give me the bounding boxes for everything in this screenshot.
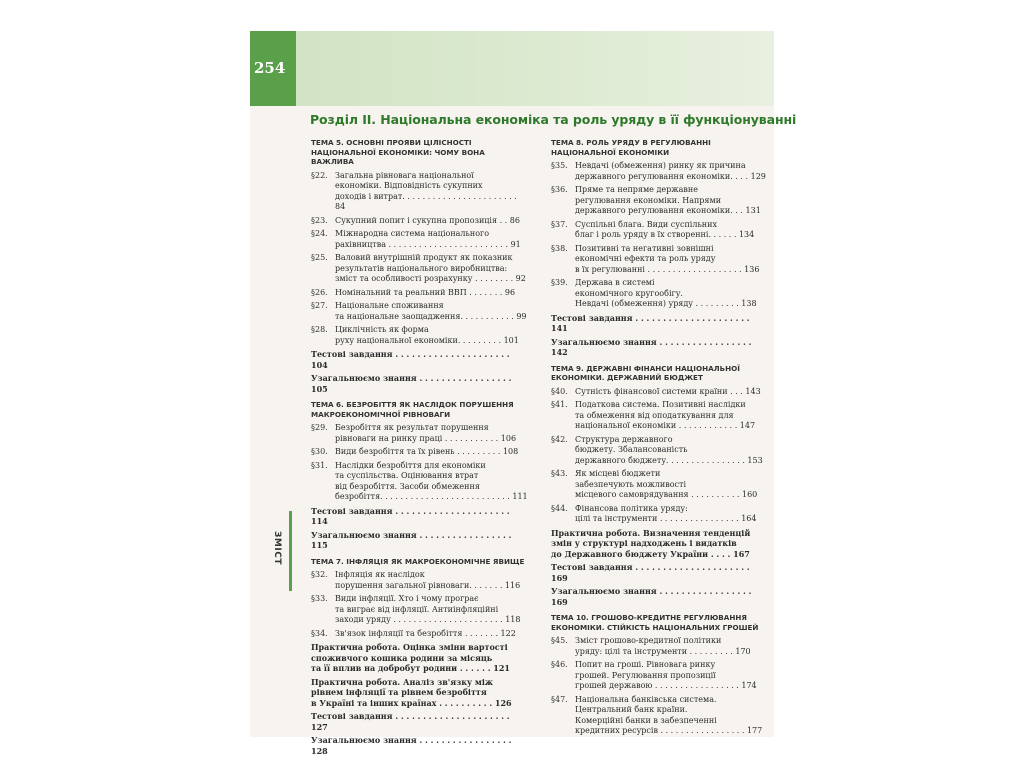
topic-title: ТЕМА 10. ГРОШОВО-КРЕДИТНЕ РЕГУЛЮВАННЯ ЕКОНОМІКИ. СТІЙКІСТЬ НАЦІОНАЛЬНИХ ГРОШЕЙ [551, 613, 759, 632]
toc-entry-text: Національне споживання та національне заощадження. . . . . . . . . . . 99 [335, 301, 527, 321]
toc-entry-text: Структура державного бюджету. Збалансованість державного бюджету. . . . . . . . . . . . . . . . 153 [575, 434, 763, 465]
toc-topic [551, 364, 769, 608]
toc-entry[interactable] [551, 660, 769, 692]
toc-entry-text: Як місцеві бюджети забезпечують можливості місцевого самоврядування . . . . . . . . . . 160 [575, 469, 758, 499]
toc-entry-number: §35. [551, 161, 568, 170]
toc-entry[interactable] [311, 423, 529, 444]
topic-title: ТЕМА 6. БЕЗРОБІТТЯ ЯК НАСЛІДОК ПОРУШЕННЯ МАКРОЕКОНОМІЧНОЇ РІВНОВАГИ [311, 400, 514, 419]
toc-entry-text: Сукупний попит і сукупна пропозиція . . 86 [335, 215, 520, 225]
toc-topic [311, 557, 529, 757]
toc-entry-number: §40. [551, 386, 568, 396]
toc-entry[interactable] [551, 161, 769, 182]
toc-entry[interactable] [311, 216, 529, 227]
toc-entry[interactable] [311, 677, 529, 709]
toc-entry[interactable] [311, 171, 529, 213]
toc-entry[interactable] [551, 636, 769, 657]
toc-entry-text: Держава в системі економічного кругообігу. Невдачі (обмеження) уряду . . . . . . . . . 138 [575, 278, 757, 308]
toc-entry-number: §23. [311, 215, 328, 225]
topic-title: ТЕМА 8. РОЛЬ УРЯДУ В РЕГУЛЮВАННІ НАЦІОНАЛЬНОЇ ЕКОНОМІКИ [551, 138, 711, 157]
toc-entry-text: Сутність фінансової системи країни . . . 143 [575, 386, 761, 396]
toc-entry[interactable] [551, 695, 769, 737]
toc-entry-text: Тестові завдання . . . . . . . . . . . . . . . . . . . . . 127 [311, 711, 510, 732]
toc-topic [551, 613, 769, 737]
header-band [250, 31, 774, 106]
toc-entry[interactable] [551, 400, 769, 432]
toc-entry[interactable] [551, 313, 769, 334]
toc-entry-text: Номінальний та реальний ВВП . . . . . . . 96 [335, 287, 516, 297]
toc-entry-text: Узагальнюємо знання . . . . . . . . . . . . . . . . . 105 [311, 373, 512, 394]
toc-entry-text: Циклічність як форма руху національної економіки. . . . . . . . . 101 [335, 325, 519, 345]
toc-entry-number: §45. [551, 636, 568, 645]
toc-entry-text: Фінансова політика уряду: цілі та інструменти . . . . . . . . . . . . . . . . 164 [575, 503, 757, 523]
toc-entry[interactable] [551, 469, 769, 501]
toc-entry-text: Види безробіття та їх рівень . . . . . . . . . 108 [335, 447, 519, 456]
toc-entry-number: §33. [311, 594, 328, 603]
side-label-text: ЗМІСТ [271, 531, 282, 565]
toc-entry-number: §24. [311, 229, 328, 238]
toc-entry-number: §43. [551, 469, 568, 478]
toc-entry[interactable] [551, 220, 769, 241]
toc-entry-text: Податкова система. Позитивні наслідки та обмеження від оподаткування для національної економіки . . . . . . . . . . . . 147 [575, 400, 756, 430]
toc-entry[interactable] [311, 711, 529, 732]
page-number: 254 [254, 59, 286, 77]
toc-entry-text: Загальна рівновага національної економіки. Відповідність сукупних доходів і витрат. . . . . . . . . . . . . . . . . . . . . . . 84 [335, 170, 517, 211]
toc-entry-number: §34. [311, 628, 328, 638]
toc-entry[interactable] [311, 594, 529, 626]
toc-topic [551, 138, 769, 358]
toc-entry[interactable] [311, 349, 529, 370]
toc-entry-number: §37. [551, 219, 568, 229]
toc-entry-text: Узагальнюємо знання . . . . . . . . . . . . . . . . . 115 [311, 529, 512, 550]
toc-entry[interactable] [311, 570, 529, 591]
toc-entry[interactable] [551, 387, 769, 398]
toc-entry[interactable] [551, 185, 769, 217]
toc-entry[interactable] [551, 586, 769, 607]
topic-title: ТЕМА 7. ІНФЛЯЦІЯ ЯК МАКРОЕКОНОМІЧНЕ ЯВИЩЕ [311, 556, 525, 566]
toc-entry-text: Попит на гроші. Рівновага ринку грошей. Регулювання пропозиції грошей державою . . . . . . . . . . . . . . . . . 174 [575, 660, 757, 690]
toc-entry-text: Практична робота. Визначення тенденцій змін у структурі надходжень і видатків до Державного бюджету України . . . . 167 [551, 527, 751, 559]
toc-entry[interactable] [551, 528, 769, 560]
toc-entry-number: §41. [551, 400, 568, 409]
toc-entry-number: §25. [311, 253, 328, 262]
toc-entry[interactable] [311, 447, 529, 458]
toc-entry[interactable] [551, 504, 769, 525]
toc-topic [311, 138, 529, 394]
toc-right-column [551, 138, 769, 743]
toc-entry[interactable] [311, 642, 529, 674]
toc-entry-text: Узагальнюємо знання . . . . . . . . . . . . . . . . . 142 [551, 336, 752, 357]
toc-entry-text: Зміст грошово-кредитної політики уряду: цілі та інструменти . . . . . . . . . 170 [575, 636, 751, 656]
toc-entry-text: Міжнародна система національного рахівництва . . . . . . . . . . . . . . . . . . . . . . . . 91 [335, 229, 521, 249]
toc-entry[interactable] [311, 373, 529, 394]
topic-title: ТЕМА 9. ДЕРЖАВНІ ФІНАНСИ НАЦІОНАЛЬНОЇ ЕКОНОМІКИ. ДЕРЖАВНИЙ БЮДЖЕТ [551, 363, 740, 382]
toc-entry-number: §42. [551, 434, 568, 444]
page-number-box [250, 31, 296, 106]
toc-entry-text: Тестові завдання . . . . . . . . . . . . . . . . . . . . . 169 [551, 562, 750, 583]
toc-entry-number: §38. [551, 243, 568, 253]
toc-entry-number: §32. [311, 570, 328, 579]
toc-entry[interactable] [311, 530, 529, 551]
toc-entry[interactable] [551, 435, 769, 467]
toc-entry-text: Національна банківська система. Центральний банк країни. Комерційні банки в забезпеченні кредитних ресурсів . . . . . . . . . . . . . . . . . 177 [575, 694, 763, 735]
toc-topic [311, 400, 529, 551]
toc-entry-number: §28. [311, 325, 328, 334]
toc-entry[interactable] [311, 288, 529, 299]
toc-entry[interactable] [311, 301, 529, 322]
toc-entry-number: §26. [311, 287, 328, 297]
toc-entry-text: Узагальнюємо знання . . . . . . . . . . . . . . . . . 128 [311, 735, 512, 756]
toc-entry[interactable] [311, 629, 529, 640]
toc-entry-text: Практична робота. Оцінка зміни вартості споживчого кошика родини за місяць та її вплив на добробут родини . . . . . . 121 [311, 642, 510, 673]
toc-entry-number: §46. [551, 660, 568, 669]
toc-entry-number: §31. [311, 460, 328, 470]
toc-entry-text: Узагальнюємо знання . . . . . . . . . . . . . . . . . 169 [551, 586, 752, 607]
toc-entry-number: §44. [551, 503, 568, 513]
toc-entry-text: Невдачі (обмеження) ринку як причина державного регулювання економіки. . . . 129 [575, 161, 766, 181]
toc-entry-number: §39. [551, 278, 568, 287]
toc-entry-text: Тестові завдання . . . . . . . . . . . . . . . . . . . . . 141 [551, 312, 750, 333]
toc-left-column [311, 138, 529, 762]
toc-entry[interactable] [551, 278, 769, 310]
toc-entry-number: §27. [311, 301, 328, 310]
toc-entry-text: Тестові завдання . . . . . . . . . . . . . . . . . . . . . 104 [311, 349, 510, 370]
section-title: Розділ II. Національна економіка та роль уряду в її функціонуванні [310, 112, 797, 127]
toc-entry-number: §22. [311, 170, 328, 180]
toc-entry-text: Безробіття як результат порушення рівноваги на ринку праці . . . . . . . . . . . 106 [335, 423, 517, 443]
toc-entry[interactable] [551, 337, 769, 358]
toc-entry-number: §47. [551, 694, 568, 704]
toc-entry[interactable] [311, 506, 529, 527]
toc-entry-text: Пряме та непряме державне регулювання економіки. Напрями державного регулювання економіки. . . 131 [575, 185, 761, 215]
toc-entry-text: Зв'язок інфляції та безробіття . . . . . . . 122 [335, 628, 516, 638]
toc-entry[interactable] [311, 461, 529, 503]
toc-entry-number: §30. [311, 447, 328, 456]
toc-entry-text: Тестові завдання . . . . . . . . . . . . . . . . . . . . . 114 [311, 505, 510, 526]
toc-entry-text: Позитивні та негативні зовнішні економічні ефекти та роль уряду в їх регулюванні . . . . . . . . . . . . . . . . . . . 136 [575, 243, 760, 274]
side-label [264, 521, 290, 581]
toc-entry-text: Валовий внутрішній продукт як показник результатів національного виробництва: зміст та особливості розрахунку . . . . . . . . 92 [335, 253, 526, 283]
toc-entry[interactable] [311, 253, 529, 285]
toc-entry-text: Види інфляції. Хто і чому програє та виграє від інфляції. Антиінфляційні заходи уряду . . . . . . . . . . . . . . . . . . . . . . 118 [335, 594, 521, 624]
book-page [250, 31, 797, 756]
toc-entry-text: Суспільні блага. Види суспільних благ і роль уряду в їх створенні. . . . . . 134 [575, 219, 755, 239]
toc-entry-text: Наслідки безробіття для економіки та суспільства. Оцінювання втрат від безробіття. Засоби обмеження безробіття. . . . . . . . . . . . . . . . . . . . . . . . . . 111 [335, 460, 528, 501]
toc-entry[interactable] [311, 735, 529, 756]
toc-entry-number: §29. [311, 423, 328, 432]
toc-entry[interactable] [551, 562, 769, 583]
toc-entry-text: Практична робота. Аналіз зв'язку між рівнем інфляції та рівнем безробіття в Україні та інших країнах . . . . . . . . . . 126 [311, 676, 512, 708]
toc-entry[interactable] [311, 325, 529, 346]
toc-entry[interactable] [311, 229, 529, 250]
toc-entry[interactable] [551, 244, 769, 276]
topic-title: ТЕМА 5. ОСНОВНІ ПРОЯВИ ЦІЛІСНОСТІ НАЦІОНАЛЬНОЇ ЕКОНОМІКИ: ЧОМУ ВОНА ВАЖЛИВА [311, 138, 485, 166]
toc-entry-number: §36. [551, 185, 568, 194]
toc-entry-text: Інфляція як наслідок порушення загальної рівноваги. . . . . . . 116 [335, 570, 521, 590]
